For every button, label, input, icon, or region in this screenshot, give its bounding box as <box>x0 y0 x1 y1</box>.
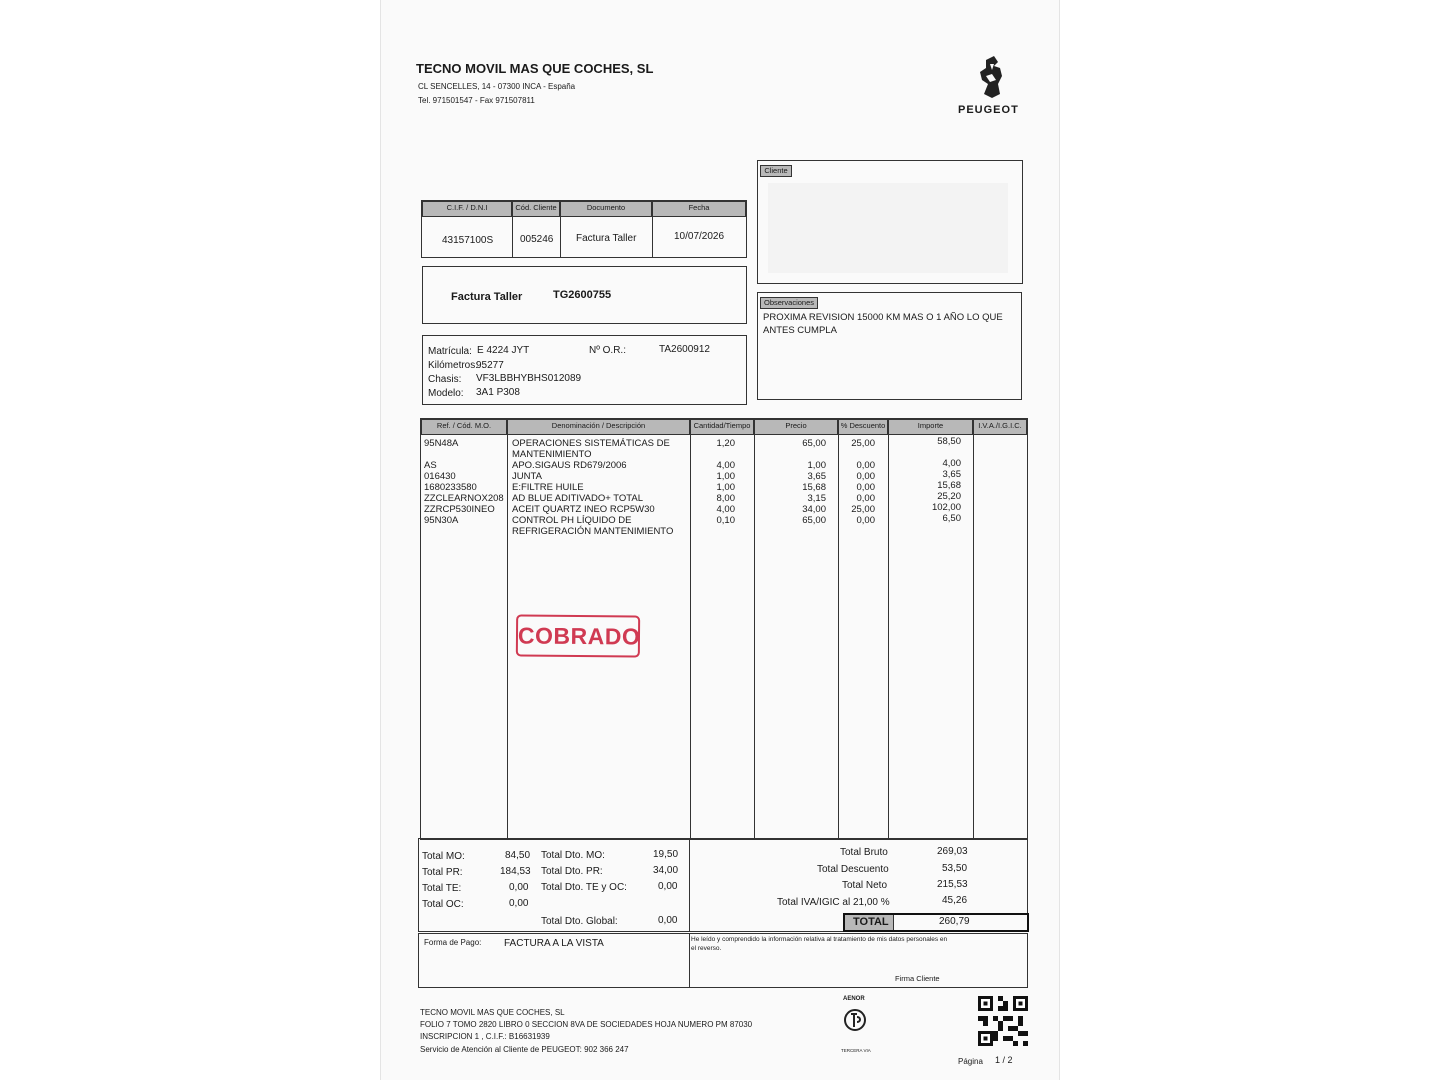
documento-value: Factura Taller <box>576 233 637 244</box>
table-row-desc: E:FILTRE HUILE <box>512 482 584 493</box>
qr-code-icon <box>978 996 1028 1046</box>
importe-header: Importe <box>888 419 973 435</box>
or-label: Nº O.R.: <box>589 345 626 356</box>
footer-inscripcion: INSCRIPCION 1 , C.I.F.: B16631939 <box>420 1032 550 1041</box>
precio-column <box>755 438 826 537</box>
table-row-dto: 0,00 <box>856 482 875 493</box>
table-row-precio: 65,00 <box>802 438 826 449</box>
company-address: CL SENCELLES, 14 - 07300 INCA - España <box>418 82 576 91</box>
table-row-precio <box>755 449 826 460</box>
aenor-text: AENOR <box>843 996 865 1002</box>
privacy-line2: el reverso. <box>691 945 722 952</box>
total-dto-global-value: 0,00 <box>658 915 678 926</box>
chasis-value: VF3LBBHYBHS012089 <box>476 373 582 384</box>
chasis-label: Chasis: <box>428 374 462 385</box>
total-oc-value: 0,00 <box>509 898 529 909</box>
table-row-importe: 25,20 <box>937 491 961 502</box>
table-row-importe: 15,68 <box>937 480 961 491</box>
total-bruto-value: 269,03 <box>937 846 968 857</box>
importe-column <box>889 436 961 535</box>
table-row-desc: MANTENIMIENTO <box>512 449 592 460</box>
table-row-cant: 1,20 <box>716 438 735 449</box>
table-row-ref: ZZCLEARNOX208 <box>424 493 504 504</box>
matricula-value: E 4224 JYT <box>477 345 530 356</box>
ref-header: Ref. / Cód. M.O. <box>421 419 507 435</box>
modelo-label: Modelo: <box>428 388 464 399</box>
payment-label: Forma de Pago: <box>424 938 482 947</box>
total-pr-value: 184,53 <box>500 866 531 877</box>
observaciones-line2: ANTES CUMPLA <box>763 325 837 336</box>
total-dto-pr-value: 34,00 <box>653 865 679 876</box>
invoice-number-box <box>422 266 747 324</box>
firma-cliente-label: Firma Cliente <box>895 974 940 983</box>
table-row-cant: 4,00 <box>716 460 735 471</box>
total-dto-mo-label: Total Dto. MO: <box>541 850 605 861</box>
table-row-importe <box>889 524 961 535</box>
peugeot-logo-text: PEUGEOT <box>958 104 1019 116</box>
table-row-precio: 3,15 <box>807 493 826 504</box>
company-phone: Tel. 971501547 - Fax 971507811 <box>418 96 535 105</box>
table-row-ref: 016430 <box>424 471 456 482</box>
table-row-cant: 1,00 <box>716 471 735 482</box>
footer-service: Servicio de Atención al Cliente de PEUGEOT: 902 366 247 <box>420 1045 629 1054</box>
total-te-label: Total TE: <box>422 883 462 894</box>
table-row-cant <box>691 526 735 537</box>
cif-header: C.I.F. / D.N.I <box>422 201 512 217</box>
cod-cliente-value: 005246 <box>520 234 554 245</box>
table-row-ref <box>424 449 506 460</box>
company-name: TECNO MOVIL MAS QUE COCHES, SL <box>416 61 654 76</box>
table-row-cant: 0,10 <box>716 515 735 526</box>
dto-header: % Descuento <box>838 419 888 435</box>
documento-header: Documento <box>560 201 652 217</box>
aenor-certification-icon <box>840 996 870 1054</box>
total-descuento-label: Total Descuento <box>817 864 889 875</box>
page-number: 1 / 2 <box>995 1055 1013 1065</box>
table-row-desc: ACEIT QUARTZ INEO RCP5W30 <box>512 504 655 515</box>
table-row-importe: 4,00 <box>942 458 961 469</box>
table-row-dto: 0,00 <box>856 471 875 482</box>
table-row-precio: 15,68 <box>802 482 826 493</box>
table-row-dto <box>839 526 875 537</box>
table-row-precio: 34,00 <box>802 504 826 515</box>
table-row-precio <box>755 526 826 537</box>
table-row-ref <box>424 526 506 537</box>
total-mo-label: Total MO: <box>422 851 465 862</box>
table-row-precio: 1,00 <box>807 460 826 471</box>
precio-header: Precio <box>754 419 838 435</box>
table-row-importe: 3,65 <box>942 469 961 480</box>
invoice-number: TG2600755 <box>553 289 612 301</box>
redacted-client-data <box>768 183 1008 273</box>
cif-value: 43157100S <box>442 235 494 246</box>
table-row-dto <box>839 449 875 460</box>
page-label: Página <box>958 1057 983 1066</box>
total-oc-label: Total OC: <box>422 899 464 910</box>
table-row-cant: 8,00 <box>716 493 735 504</box>
payment-box <box>418 933 1028 988</box>
table-row-dto: 25,00 <box>851 504 875 515</box>
totals-box <box>418 838 1028 932</box>
table-row-desc: AD BLUE ADITIVADO+ TOTAL <box>512 493 644 504</box>
cod-cliente-header: Cód. Cliente <box>512 201 560 217</box>
km-value: 95277 <box>476 360 504 371</box>
aenor-subtext: TERCERA VIA <box>841 1048 871 1053</box>
cobrado-stamp: COBRADO <box>516 614 640 657</box>
total-neto-label: Total Neto <box>842 880 888 891</box>
fecha-value: 10/07/2026 <box>674 231 725 242</box>
table-row-ref: AS <box>424 460 437 471</box>
total-mo-value: 84,50 <box>505 850 531 861</box>
observaciones-box <box>757 292 1022 400</box>
items-table <box>420 418 1028 840</box>
invoice-type: Factura Taller <box>451 291 523 303</box>
modelo-value: 3A1 P308 <box>476 387 520 398</box>
cant-column <box>691 438 735 537</box>
iva-header: I.V.A./I.G.I.C. <box>973 419 1027 435</box>
matricula-label: Matrícula: <box>428 346 472 357</box>
table-row-importe: 102,00 <box>931 502 961 513</box>
table-row-ref: 1680233580 <box>424 482 477 493</box>
desc-header: Denominación / Descripción <box>507 419 690 435</box>
cliente-box <box>757 160 1023 284</box>
table-row-desc: JUNTA <box>512 471 542 482</box>
table-row-importe: 58,50 <box>937 436 961 447</box>
fecha-header: Fecha <box>652 201 746 217</box>
total-iva-value: 45,26 <box>942 895 968 906</box>
total-neto-value: 215,53 <box>937 879 968 890</box>
table-row-desc: REFRIGERACIÓN MANTENIMIENTO <box>512 526 674 537</box>
privacy-line1: He leído y comprendido la información relativa al tratamiento de mis datos personales en <box>691 936 948 943</box>
total-te-value: 0,00 <box>509 882 529 893</box>
total-value: 260,79 <box>939 916 970 927</box>
total-iva-label: Total IVA/IGIC al 21,00 % <box>777 897 890 908</box>
cliente-label: Cliente <box>760 165 792 177</box>
table-row-ref: ZZRCP530INEO <box>424 504 495 515</box>
table-row-ref: 95N30A <box>424 515 459 526</box>
total-descuento-value: 53,50 <box>942 863 968 874</box>
table-row-ref: 95N48A <box>424 438 459 449</box>
table-row-dto: 0,00 <box>856 493 875 504</box>
footer-registry: FOLIO 7 TOMO 2820 LIBRO 0 SECCION 8VA DE SOCIEDADES HOJA NUMERO PM 87030 <box>420 1020 753 1029</box>
table-row-cant: 4,00 <box>716 504 735 515</box>
total-label: TOTAL <box>853 916 889 928</box>
peugeot-lion-logo <box>972 54 1012 100</box>
total-box <box>843 913 1029 932</box>
table-row-dto: 0,00 <box>856 515 875 526</box>
footer-company: TECNO MOVIL MAS QUE COCHES, SL <box>420 1008 565 1017</box>
total-dto-te-value: 0,00 <box>658 881 678 892</box>
table-row-cant: 1,00 <box>716 482 735 493</box>
cant-header: Cantidad/Tiempo <box>690 419 754 435</box>
table-row-precio: 65,00 <box>802 515 826 526</box>
total-dto-mo-value: 19,50 <box>653 849 679 860</box>
km-label: Kilómetros: <box>428 360 479 371</box>
table-row-importe: 6,50 <box>942 513 961 524</box>
table-row-desc: CONTROL PH LÍQUIDO DE <box>512 515 632 526</box>
total-dto-pr-label: Total Dto. PR: <box>541 866 603 877</box>
total-dto-global-label: Total Dto. Global: <box>541 916 618 927</box>
header-table <box>421 200 747 258</box>
ref-column <box>424 438 506 537</box>
table-row-desc: APO.SIGAUS RD679/2006 <box>512 460 627 471</box>
vehicle-box <box>422 335 747 405</box>
payment-value: FACTURA A LA VISTA <box>504 938 604 949</box>
table-row-dto: 0,00 <box>856 460 875 471</box>
table-row-cant <box>691 449 735 460</box>
or-value: TA2600912 <box>659 344 710 355</box>
dto-column <box>839 438 875 537</box>
total-dto-te-label: Total Dto. TE y OC: <box>541 882 627 893</box>
observaciones-label: Observaciones <box>760 297 818 309</box>
total-bruto-label: Total Bruto <box>840 847 888 858</box>
observaciones-line1: PROXIMA REVISION 15000 KM MAS O 1 AÑO LO QUE <box>763 312 1003 323</box>
table-row-desc: OPERACIONES SISTEMÁTICAS DE <box>512 438 670 449</box>
table-row-precio: 3,65 <box>807 471 826 482</box>
desc-column <box>512 438 688 537</box>
total-pr-label: Total PR: <box>422 867 463 878</box>
table-row-dto: 25,00 <box>851 438 875 449</box>
table-row-importe <box>889 447 961 458</box>
